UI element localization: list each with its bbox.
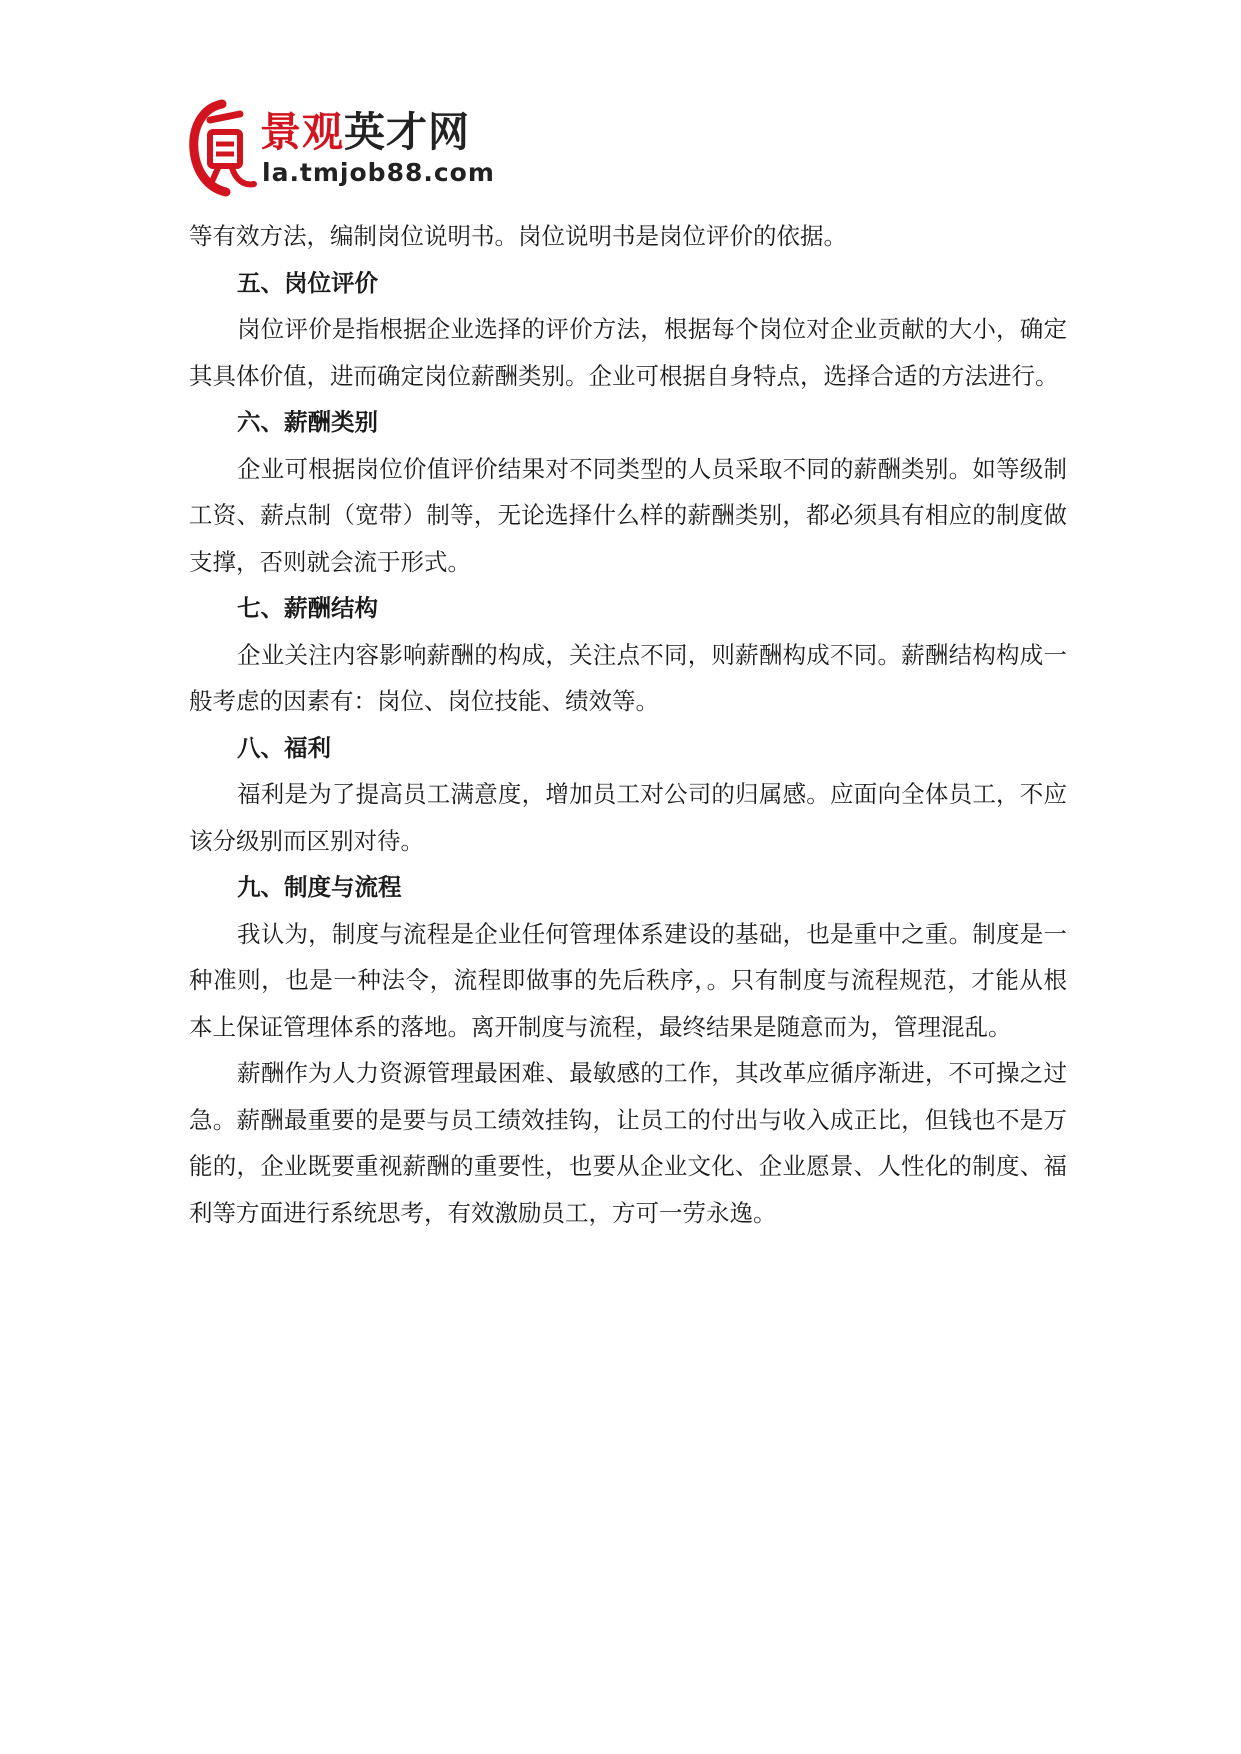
logo-title-dark: 英才网 (344, 108, 470, 156)
section-paragraph: 福利是为了提高员工满意度，增加员工对公司的归属感。应面向全体员工，不应该分级别而区别对待。 (189, 780, 1067, 855)
logo-title (260, 108, 470, 156)
section-paragraph: 企业可根据岗位价值评价结果对不同类型的人员采取不同的薪酬类别。如等级制工资、薪点制（宽带）制等，无论选择什么样的薪酬类别，都必须具有相应的制度做支撑，否则就会流于形式。 (189, 454, 1067, 576)
section-paragraph: 我认为，制度与流程是企业任何管理体系建设的基础，也是重中之重。制度是一种准则，也是一种法令，流程即做事的先后秩序，。只有制度与流程规范，才能从根本上保证管理体系的落地。离开制度与流程，最终结果是随意而为，管理混乱。 (189, 919, 1067, 1041)
document-body (189, 213, 1067, 1236)
section-heading: 五、岗位评价 (237, 268, 378, 297)
lead-paragraph: 等有效方法，编制岗位说明书。岗位说明书是岗位评价的依据。 (189, 222, 847, 250)
closing-paragraph: 薪酬作为人力资源管理最困难、最敏感的工作，其改革应循序渐进，不可操之过急。薪酬最重要的是要与员工绩效挂钩，让员工的付出与收入成正比，但钱也不是万能的，企业既要重视薪酬的重要性，也要从企业文化、企业愿景、人性化的制度、福利等方面进行系统思考，有效激励员工，方可一劳永逸。 (189, 1059, 1067, 1227)
logo-url: la.tmjob88.com (262, 158, 495, 187)
site-logo (188, 98, 518, 198)
section-heading: 八、福利 (237, 733, 331, 762)
section-paragraph: 岗位评价是指根据企业选择的评价方法，根据每个岗位对企业贡献的大小，确定其具体价值，进而确定岗位薪酬类别。企业可根据自身特点，选择合适的方法进行。 (189, 315, 1067, 390)
section-heading: 六、薪酬类别 (237, 408, 378, 436)
section-paragraph: 企业关注内容影响薪酬的构成，关注点不同，则薪酬构成不同。薪酬结构构成一般考虑的因素有：岗位、岗位技能、绩效等。 (189, 640, 1067, 715)
section-heading: 九、制度与流程 (237, 873, 402, 901)
logo-title-red: 景观 (260, 108, 344, 156)
section-heading: 七、薪酬结构 (237, 594, 378, 622)
logo-mark-icon (188, 98, 258, 198)
